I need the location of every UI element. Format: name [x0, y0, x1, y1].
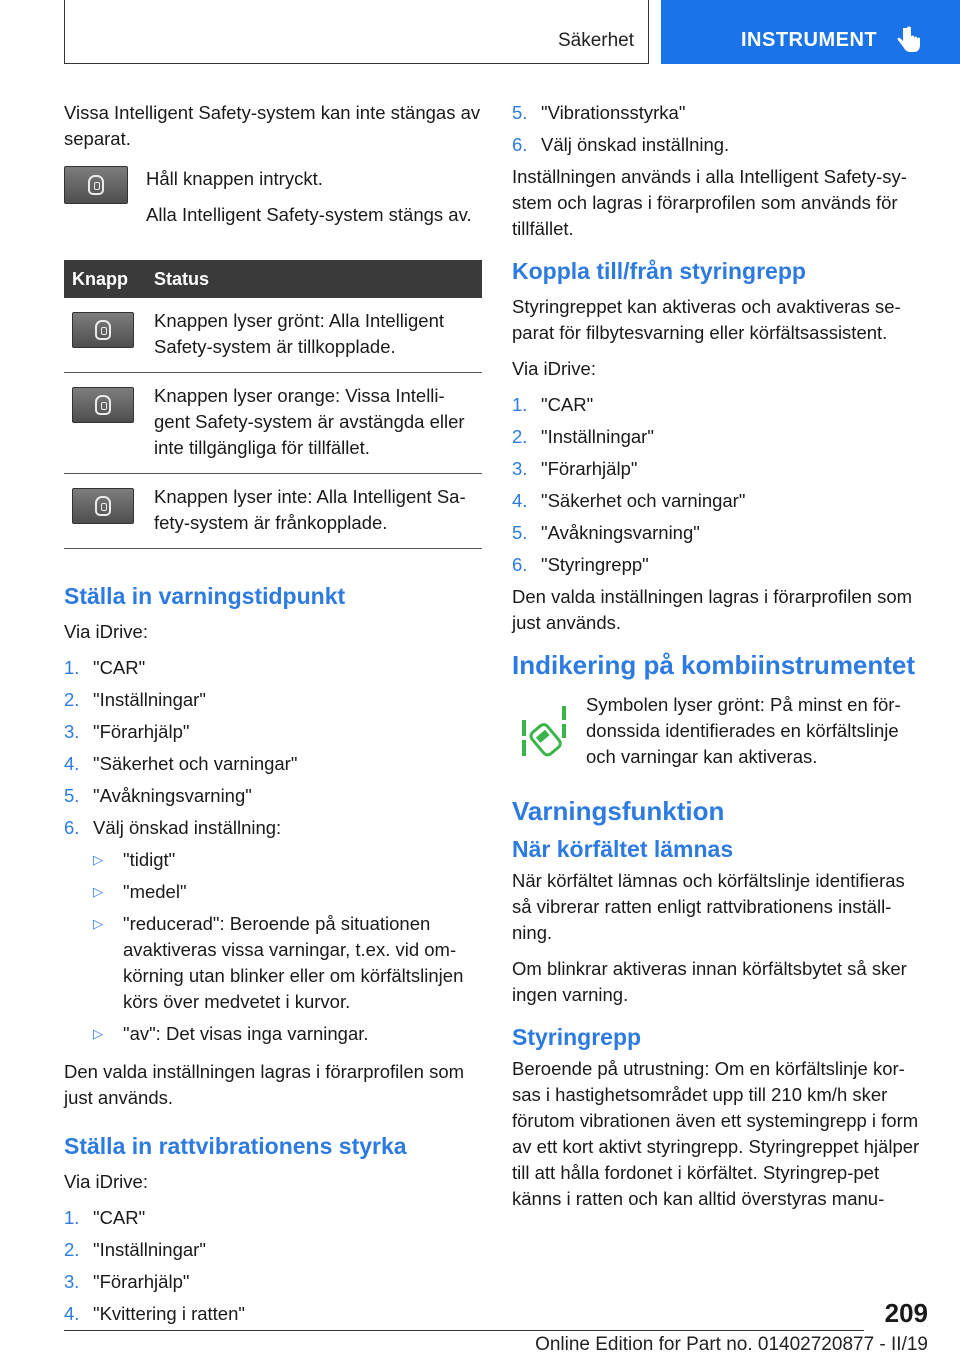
steering-note: Den valda inställningen lagras i förarprofilen som just används. — [512, 586, 913, 633]
list-item: 2. "Inställningar" — [512, 426, 654, 447]
chapter-tab — [661, 0, 960, 64]
list-item: 3. "Förarhjälp" — [64, 721, 190, 742]
safety-button-icon — [72, 488, 134, 524]
indicator-heading: Indikering på kombiinstrumentet — [512, 650, 916, 680]
steering-intervention-text: Beroende på utrustning: Om en körfältslinje kor-sas i hastighetsområdet upp till 210 km/h sker förutom vibrationen även ett systemingrepp i form av ett kort aktivt styringrepp. Styringreppet hjälper till att hålla fordonet i körfältet. Styringrep-pet känns i ratten och kan alltid överstyras manu- — [512, 1058, 920, 1209]
list-item: 5. "Vibrationsstyrka" — [512, 102, 686, 123]
right-column — [512, 100, 928, 1222]
steering-text: Styringreppet kan aktiveras och avaktiveras se-parat för filbytesvarning eller körfältsassistent. — [512, 296, 901, 343]
leaving-lane-note: Om blinkrar aktiveras innan körfältsbytet så sker ingen varning. — [512, 958, 907, 1005]
warning-time-steps — [64, 655, 482, 1053]
list-item: 1. "CAR" — [64, 1207, 146, 1228]
hold-button-block — [64, 166, 482, 238]
status-table — [64, 260, 482, 549]
via-idrive: Via iDrive: — [64, 621, 148, 642]
page-header — [0, 0, 960, 66]
list-item: 2. "Inställningar" — [64, 689, 206, 710]
chapter-title: INSTRUMENT — [741, 29, 878, 51]
warning-function-heading: Varningsfunktion — [512, 796, 725, 826]
list-item: 4. "Säkerhet och varningar" — [64, 753, 298, 774]
leaving-lane-heading: När körfältet lämnas — [512, 836, 734, 862]
list-item: 5. "Avåkningsvarning" — [512, 522, 700, 543]
vibration-note: Inställningen används i alla Intelligent Safety-sy-stem och lagras i förarprofilen som används för tillfället. — [512, 166, 907, 239]
triangle-bullet-icon: ▷ — [93, 852, 103, 867]
list-item: 4. "Säkerhet och varningar" — [512, 490, 746, 511]
list-item: 2. "Inställningar" — [64, 1239, 206, 1260]
hand-pointer-icon — [897, 26, 923, 54]
list-item: 6. Välj önskad inställning. — [512, 134, 730, 155]
list-item: 6. "Styringrepp" — [512, 554, 649, 575]
status-cell: Knappen lyser orange: Vissa Intelli-gent Safety-system är avstängda eller inte tillgängliga för tillfället. — [146, 373, 482, 474]
triangle-bullet-icon: ▷ — [93, 1026, 103, 1041]
list-item: 6. Välj önskad inställning: ▷ "tidigt" ▷ "medel" ▷ "reducerad": Beroende på situationen avaktiveras vissa varningar, t.ex. vid om-körning utan blinker eller om körfältslinjen körs över medvetet i kurvor. ▷ "av": Det visas inga varningar. — [64, 815, 482, 1053]
warning-time-heading: Ställa in varningstidpunkt — [64, 583, 346, 609]
footer-divider — [64, 1330, 864, 1331]
list-item: 4. "Kvittering i ratten" — [64, 1303, 245, 1324]
result-text: Alla Intelligent Safety-system stängs av. — [146, 204, 472, 225]
list-item: ▷ "av": Det visas inga varningar. — [93, 1021, 482, 1047]
option-list — [93, 847, 482, 1053]
steering-steps — [512, 392, 928, 578]
table-row — [64, 373, 482, 474]
section-title: Säkerhet — [557, 30, 634, 51]
edition-text: Online Edition for Part no. 01402720877 - II/19 — [535, 1334, 928, 1355]
safety-button-icon — [72, 312, 134, 348]
intro-text: Vissa Intelligent Safety-system kan inte stängas av separat. — [64, 102, 481, 149]
list-item: ▷ "medel" — [93, 879, 482, 905]
list-item: 3. "Förarhjälp" — [512, 458, 638, 479]
via-idrive: Via iDrive: — [64, 1171, 148, 1192]
hold-text: Håll knappen intryckt. — [146, 168, 323, 189]
left-column — [64, 100, 482, 1333]
indicator-text: Symbolen lyser grönt: På minst en för-donssida identifierades en körfältslinje och varningar kan aktiveras. — [586, 694, 901, 767]
status-cell: Knappen lyser inte: Alla Intelligent Sa-fety-system är frånkopplade. — [146, 474, 482, 549]
list-item: 3. "Förarhjälp" — [64, 1271, 190, 1292]
table-header-row — [64, 260, 482, 298]
list-item: 1. "CAR" — [64, 657, 146, 678]
column-header-button: Knapp — [64, 260, 146, 298]
table-row — [64, 474, 482, 549]
steering-heading: Koppla till/från styringrepp — [512, 258, 806, 284]
column-header-status: Status — [146, 260, 482, 298]
list-item: ▷ "tidigt" — [93, 847, 482, 873]
list-item: 1. "CAR" — [512, 394, 594, 415]
safety-button-icon — [72, 387, 134, 423]
vibration-heading: Ställa in rattvibrationens styrka — [64, 1133, 407, 1159]
triangle-bullet-icon: ▷ — [93, 916, 103, 931]
lane-departure-icon — [520, 704, 570, 764]
section-tab — [64, 0, 649, 64]
table-row — [64, 298, 482, 373]
indicator-block — [512, 692, 928, 770]
status-cell: Knappen lyser grönt: Alla Intelligent Safety-system är tillkopplade. — [146, 298, 482, 373]
triangle-bullet-icon: ▷ — [93, 884, 103, 899]
list-item: ▷ "reducerad": Beroende på situationen avaktiveras vissa varningar, t.ex. vid om-körning utan blinker eller om körfältslinjen körs över medvetet i kurvor. — [93, 911, 482, 1015]
page-number: 209 — [884, 1298, 928, 1328]
via-idrive: Via iDrive: — [512, 358, 596, 379]
steering-intervention-heading: Styringrepp — [512, 1024, 642, 1050]
leaving-lane-text: När körfältet lämnas och körfältslinje identifieras så vibrerar ratten enligt rattvibrationens inställ-ning. — [512, 870, 905, 943]
safety-button-icon — [64, 166, 128, 204]
vibration-steps — [64, 1205, 482, 1327]
vibration-steps-continued — [512, 100, 928, 158]
warning-time-note: Den valda inställningen lagras i förarprofilen som just används. — [64, 1061, 465, 1108]
list-item: 5. "Avåkningsvarning" — [64, 785, 252, 806]
